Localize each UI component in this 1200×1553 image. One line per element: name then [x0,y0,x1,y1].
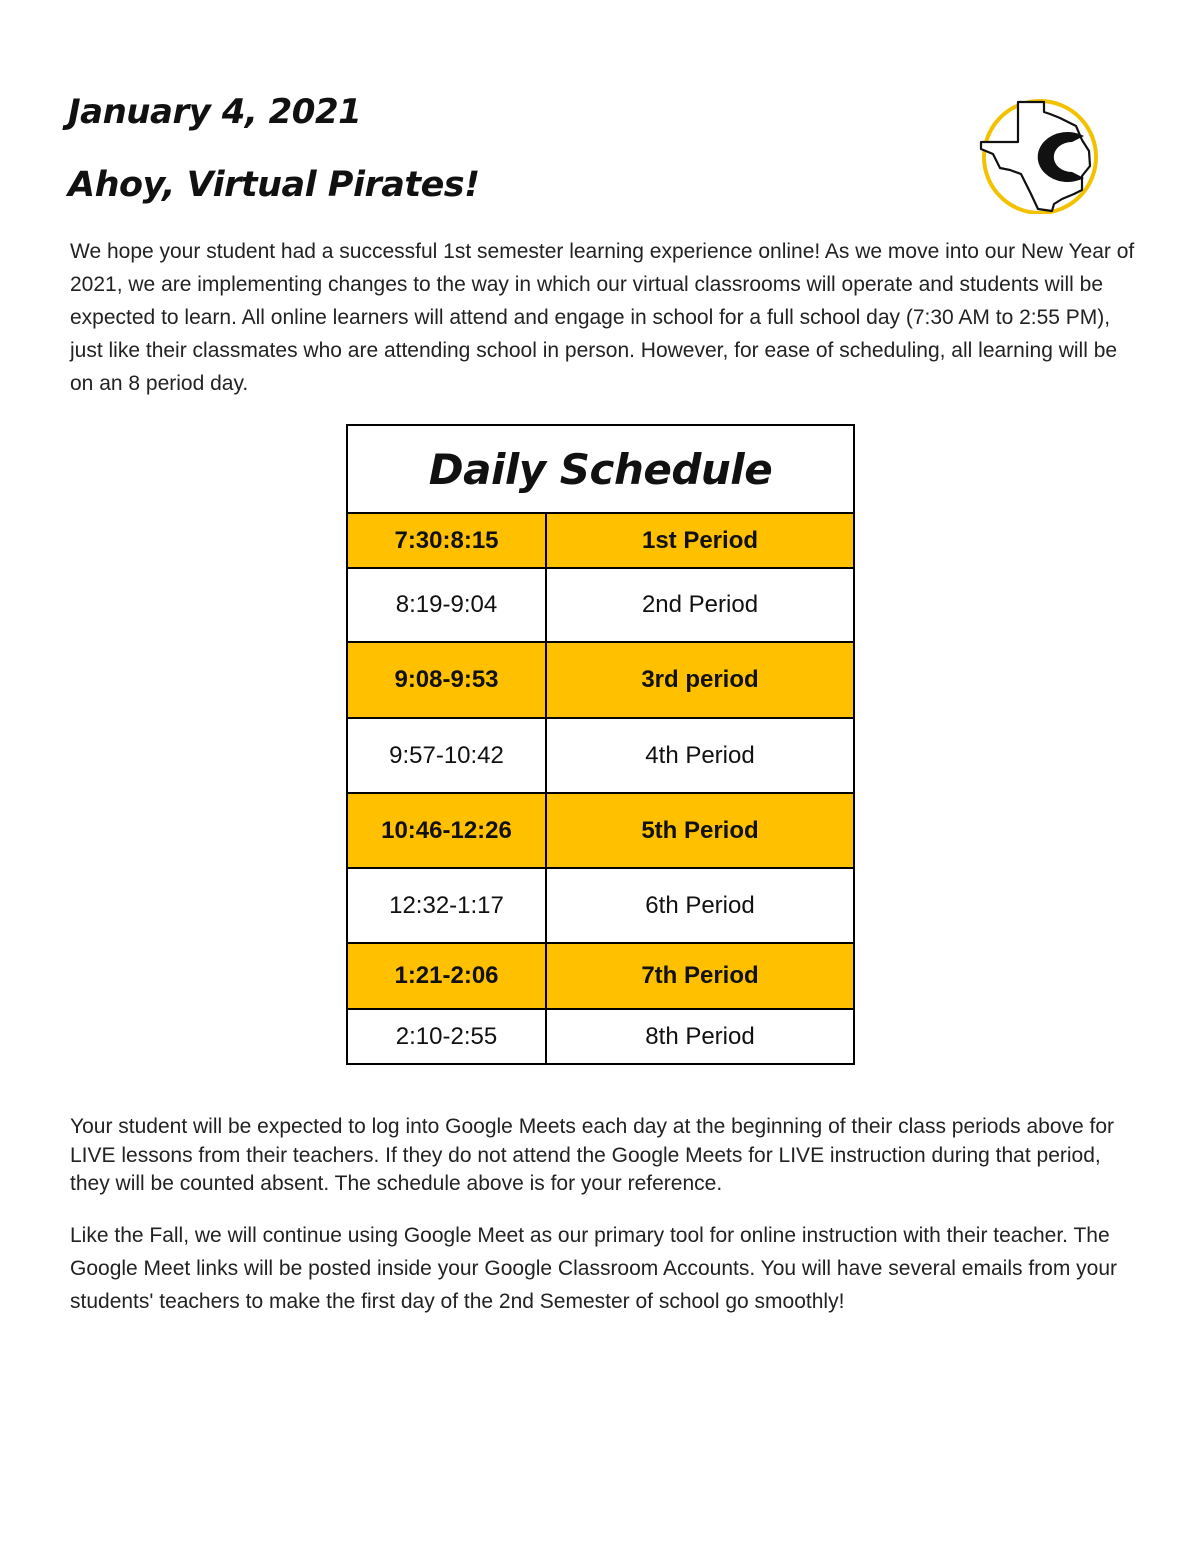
schedule-period: 6th Period [546,868,854,943]
schedule-row [347,943,854,1009]
schedule-time: 8:19-9:04 [347,568,546,642]
daily-schedule-table [346,424,855,1065]
attendance-paragraph: Your student will be expected to log into Google Meets each day at the beginning of their class periods above for LIVE lessons from their teachers. If they do not attend the Google Meets for LIVE instruction during that period, they will be counted absent. The schedule above is for your reference. [70,1115,1115,1195]
schedule-period: 5th Period [546,793,854,868]
schedule-time: 2:10-2:55 [347,1009,546,1064]
schedule-row [347,1009,854,1064]
schedule-period: 8th Period [546,1009,854,1064]
schedule-row [347,718,854,793]
schedule-row [347,568,854,642]
schedule-time: 1:21-2:06 [347,943,546,1009]
schedule-time: 9:57-10:42 [347,718,546,793]
intro-paragraph: We hope your student had a successful 1st semester learning experience online! As we move into our New Year of 2021, we are implementing changes to the way in which our virtual classrooms will operate and students will be expected to learn. All online learners will attend and engage in school for a full school day (7:30 AM to 2:55 PM), just like their classmates who are attending school in person. However, for ease of scheduling, all learning will be on an 8 period day. [70,240,1135,395]
google-meet-paragraph: Like the Fall, we will continue using Google Meet as our primary tool for online instruction with their teacher. The Google Meet links will be posted inside your Google Classroom Accounts. You will have several emails from your students' teachers to make the first day of the 2nd Semester of school go smoothly! [70,1224,1118,1313]
schedule-period: 4th Period [546,718,854,793]
schedule-time: 12:32-1:17 [347,868,546,943]
schedule-title: Daily Schedule [347,425,854,513]
schedule-period: 7th Period [546,943,854,1009]
letter-date: January 4, 2021 [68,92,362,132]
schedule-row [347,793,854,868]
schedule-period: 3rd period [546,642,854,718]
schedule-header-row [347,425,854,513]
texas-c-logo-icon [978,96,1104,214]
schedule-period: 1st Period [546,513,854,568]
schedule-time: 10:46-12:26 [347,793,546,868]
schedule-row [347,513,854,568]
letter-greeting: Ahoy, Virtual Pirates! [68,165,480,205]
schedule-row [347,642,854,718]
schedule-time: 7:30:8:15 [347,513,546,568]
schedule-row [347,868,854,943]
schedule-time: 9:08-9:53 [347,642,546,718]
schedule-period: 2nd Period [546,568,854,642]
